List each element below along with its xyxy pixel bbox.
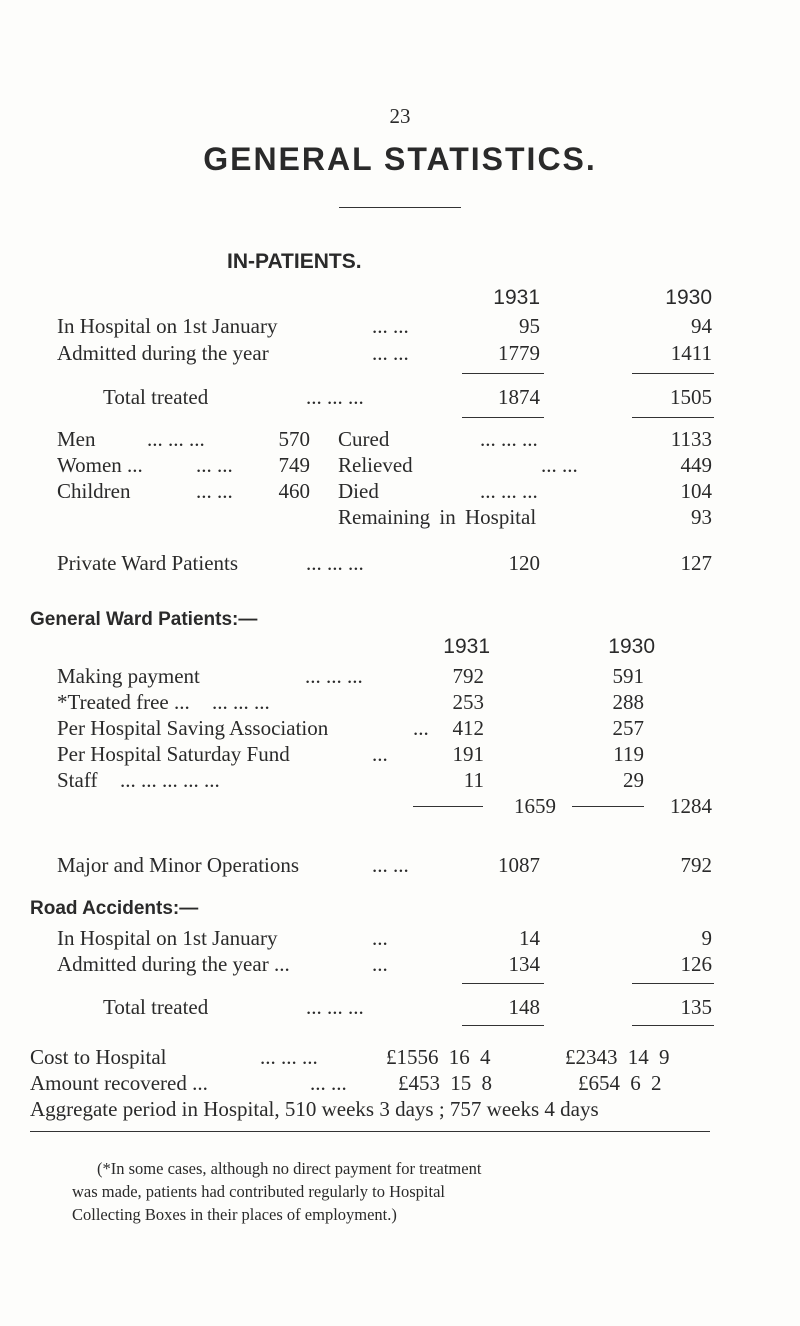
total-rule [462,1025,544,1026]
row-dots: ... ... [310,1071,347,1095]
footnote-divider [30,1131,710,1132]
row-dots: ... ... [372,853,409,877]
row-dots: ... ... ... [147,427,205,451]
value-1930: 127 [680,551,712,575]
row-dots: ... [372,742,388,766]
value: 449 [680,453,712,477]
row-dots: ... ... ... [260,1045,318,1069]
row-dots: ... ... ... ... ... [120,768,220,792]
value-1931: £1556 16 4 [386,1045,491,1069]
value: 749 [278,453,310,477]
footnote-line: (*In some cases, although no direct payment for treatment [97,1159,482,1178]
general-ward-total-1930: 1284 [670,794,712,818]
row-label: Per Hospital Saturday Fund [57,742,290,766]
row-label: In Hospital on 1st January [57,314,278,338]
value-1930: 94 [691,314,712,338]
subtotal-rule [572,806,644,807]
row-label: Major and Minor Operations [57,853,300,877]
row-dots: ... ... ... [306,385,364,409]
value-1930: 288 [612,690,644,714]
value-1930: £2343 14 9 [565,1045,670,1069]
total-rule [632,417,714,418]
row-label: Admitted during the year [57,341,269,365]
value-1931: 792 [452,664,484,688]
value: 1133 [670,427,712,451]
row-label: Died [338,479,379,503]
row-dots: ... ... ... [306,551,364,575]
row-label: Amount recovered ... [30,1071,208,1095]
value-1930: 119 [613,742,644,766]
year-header-1930: 1930 [608,635,655,658]
row-label: Admitted during the year ... [57,952,290,976]
row-dots: ... ... ... [480,427,538,451]
value-1931: 412 [452,716,484,740]
row-dots: ... ... [541,453,578,477]
value-1931: 14 [519,926,540,950]
value-1930: 792 [680,853,712,877]
row-dots: ... [413,716,429,740]
row-label: Relieved [338,453,413,477]
value-1931: £453 15 8 [398,1071,492,1095]
value-1931: 134 [508,952,540,976]
value: 460 [278,479,310,503]
footnote-line: Collecting Boxes in their places of employment.) [72,1205,397,1224]
row-label: Staff [57,768,98,792]
value-1931: 11 [463,768,484,792]
value-1931: 1874 [498,385,540,409]
row-dots: ... ... ... [306,995,364,1019]
value: 93 [691,505,712,529]
subtotal-rule [462,983,544,984]
row-label: Total treated [103,995,209,1019]
page-title: GENERAL STATISTICS. [203,141,597,177]
subtotal-rule [462,373,544,374]
row-label: *Treated free ... [57,690,190,714]
value-1931: 95 [519,314,540,338]
section-inpatients: IN-PATIENTS. [227,250,362,273]
aggregate-period: Aggregate period in Hospital, 510 weeks 3 days ; 757 weeks 4 days [30,1097,599,1121]
total-rule [462,417,544,418]
row-dots: ... ... [372,314,409,338]
value: 570 [278,427,310,451]
value-1931: 253 [452,690,484,714]
year-header-1931: 1931 [493,286,540,309]
value-1931: 120 [508,551,540,575]
row-label: Per Hospital Saving Association [57,716,329,740]
value-1930: 1505 [670,385,712,409]
row-label: Cured [338,427,390,451]
value-1930: 257 [612,716,644,740]
row-label: Cost to Hospital [30,1045,167,1069]
value-1930: 9 [701,926,712,950]
subtotal-rule [632,373,714,374]
row-dots: ... [372,952,388,976]
row-label: Total treated [103,385,209,409]
row-dots: ... ... ... [480,479,538,503]
value-1931: 1779 [498,341,540,365]
year-header-1931: 1931 [443,635,490,658]
row-label: Making payment [57,664,200,688]
value: 104 [680,479,712,503]
row-label: Men [57,427,96,451]
subtotal-rule [632,983,714,984]
value-1930: 126 [680,952,712,976]
row-dots: ... ... ... [305,664,363,688]
title-rule [339,207,461,208]
value-1930: 1411 [670,341,712,365]
footnote-line: was made, patients had contributed regularly to Hospital [72,1182,445,1201]
page-number: 23 [389,104,411,128]
subtotal-rule [413,806,483,807]
row-label: In Hospital on 1st January [57,926,278,950]
road-accidents-heading: Road Accidents:— [30,898,199,919]
value-1930: 135 [680,995,712,1019]
value-1931: 191 [452,742,484,766]
general-ward-total-1931: 1659 [514,794,556,818]
row-dots: ... ... [372,341,409,365]
general-ward-heading: General Ward Patients:— [30,609,258,630]
value-1930: 591 [612,664,644,688]
row-dots: ... ... ... [212,690,270,714]
year-header-1930: 1930 [665,286,712,309]
value-1931: 148 [508,995,540,1019]
row-dots: ... ... [196,479,233,503]
row-label: Private Ward Patients [57,551,239,575]
row-dots: ... [372,926,388,950]
total-rule [632,1025,714,1026]
row-label: Children [57,479,131,503]
value-1931: 1087 [498,853,540,877]
row-label: Women ... [57,453,143,477]
row-dots: ... ... [196,453,233,477]
value-1930: 29 [623,768,644,792]
value-1930: £654 6 2 [578,1071,662,1095]
row-label: Remaining in Hospital [338,505,537,529]
